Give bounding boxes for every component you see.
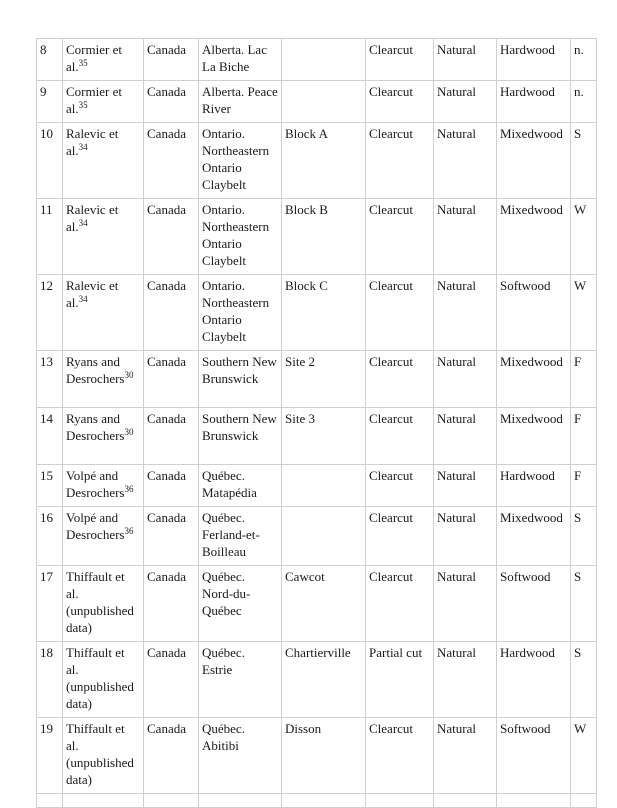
reference-citation: 35 — [78, 58, 88, 68]
cell-location: Ontario. Northeastern Ontario Claybelt — [199, 275, 282, 351]
cell-study-number: 9 — [37, 81, 63, 123]
cell-empty — [366, 794, 434, 808]
cell-country: Canada — [144, 275, 199, 351]
reference-text: Volpé and Desrochers — [66, 468, 125, 500]
reference-citation: 36 — [124, 526, 134, 536]
cell-regeneration: Natural — [434, 351, 497, 408]
cell-harvest: Clearcut — [366, 507, 434, 566]
cell-country: Canada — [144, 718, 199, 794]
cell-site — [282, 507, 366, 566]
cell-empty — [144, 794, 199, 808]
reference-citation: 30 — [124, 427, 134, 437]
cell-forest-type: Softwood — [497, 566, 571, 642]
cell-forest-type: Hardwood — [497, 642, 571, 718]
table-row — [37, 566, 597, 642]
cell-country: Canada — [144, 123, 199, 199]
cell-forest-type: Mixedwood — [497, 507, 571, 566]
cell-location: Alberta. Lac La Biche — [199, 39, 282, 81]
reference-text: Thiffault et al. (unpublished data) — [66, 569, 134, 635]
cell-empty — [37, 794, 63, 808]
cell-harvest: Partial cut — [366, 642, 434, 718]
reference-citation: 36 — [124, 484, 134, 494]
reference-citation: 34 — [78, 294, 88, 304]
cell-reference — [63, 507, 144, 566]
cell-regeneration: Natural — [434, 718, 497, 794]
cell-location: Ontario. Northeastern Ontario Claybelt — [199, 199, 282, 275]
cell-forest-type: Hardwood — [497, 39, 571, 81]
table-row — [37, 199, 597, 275]
cell-regeneration: Natural — [434, 507, 497, 566]
cell-regeneration: Natural — [434, 199, 497, 275]
cell-study-number: 14 — [37, 408, 63, 465]
cell-location: Québec. Matapédia — [199, 465, 282, 507]
cell-location: Québec. Ferland-et-Boilleau — [199, 507, 282, 566]
cell-harvest: Clearcut — [366, 408, 434, 465]
cell-study-number: 12 — [37, 275, 63, 351]
cell-harvest: Clearcut — [366, 81, 434, 123]
cell-reference — [63, 81, 144, 123]
cell-reference — [63, 718, 144, 794]
cell-study-number: 19 — [37, 718, 63, 794]
cell-truncated: F — [571, 465, 597, 507]
cell-forest-type: Mixedwood — [497, 408, 571, 465]
cell-truncated: S — [571, 123, 597, 199]
reference-text: Ralevic et al. — [66, 202, 119, 234]
cell-reference — [63, 275, 144, 351]
reference-text: Thiffault et al. (unpublished data) — [66, 645, 134, 711]
cell-harvest: Clearcut — [366, 566, 434, 642]
cell-location: Québec. Estrie — [199, 642, 282, 718]
reference-text: Cormier et al. — [66, 42, 122, 74]
cell-harvest: Clearcut — [366, 465, 434, 507]
cell-regeneration: Natural — [434, 81, 497, 123]
table-row — [37, 81, 597, 123]
cell-country: Canada — [144, 566, 199, 642]
cell-study-number: 18 — [37, 642, 63, 718]
table-viewport — [36, 38, 587, 787]
cell-regeneration: Natural — [434, 566, 497, 642]
cell-forest-type: Mixedwood — [497, 123, 571, 199]
cell-forest-type: Softwood — [497, 275, 571, 351]
cell-harvest: Clearcut — [366, 351, 434, 408]
cell-location: Québec. Nord-du-Québec — [199, 566, 282, 642]
cell-empty — [199, 794, 282, 808]
cell-empty — [497, 794, 571, 808]
cell-country: Canada — [144, 408, 199, 465]
cell-reference — [63, 642, 144, 718]
cell-site: Disson — [282, 718, 366, 794]
cell-harvest: Clearcut — [366, 123, 434, 199]
cell-truncated: S — [571, 566, 597, 642]
cell-study-number: 13 — [37, 351, 63, 408]
cell-country: Canada — [144, 351, 199, 408]
cell-country: Canada — [144, 81, 199, 123]
table-row — [37, 123, 597, 199]
cell-location: Ontario. Northeastern Ontario Claybelt — [199, 123, 282, 199]
table-row — [37, 642, 597, 718]
cell-harvest: Clearcut — [366, 718, 434, 794]
cell-site — [282, 465, 366, 507]
table-row — [37, 39, 597, 81]
reference-text: Ralevic et al. — [66, 278, 119, 310]
table-row — [37, 275, 597, 351]
cell-site: Block A — [282, 123, 366, 199]
cell-site: Site 3 — [282, 408, 366, 465]
cell-truncated: n. — [571, 39, 597, 81]
cell-forest-type: Softwood — [497, 718, 571, 794]
cell-location: Alberta. Peace River — [199, 81, 282, 123]
table-row — [37, 465, 597, 507]
cell-country: Canada — [144, 642, 199, 718]
cell-empty — [571, 794, 597, 808]
table-row-continuation — [37, 794, 597, 808]
cell-study-number: 11 — [37, 199, 63, 275]
reference-citation: 30 — [124, 370, 134, 380]
reference-text: Volpé and Desrochers — [66, 510, 125, 542]
table-row — [37, 351, 597, 408]
table-row — [37, 408, 597, 465]
cell-empty — [63, 794, 144, 808]
cell-study-number: 10 — [37, 123, 63, 199]
reference-citation: 35 — [78, 100, 88, 110]
cell-location: Southern New Brunswick — [199, 408, 282, 465]
cell-regeneration: Natural — [434, 465, 497, 507]
cell-site — [282, 39, 366, 81]
data-table — [36, 38, 597, 808]
reference-citation: 34 — [78, 142, 88, 152]
cell-truncated: W — [571, 275, 597, 351]
table-row — [37, 507, 597, 566]
reference-text: Thiffault et al. (unpublished data) — [66, 721, 134, 787]
reference-citation: 34 — [78, 218, 88, 228]
cell-forest-type: Hardwood — [497, 465, 571, 507]
cell-forest-type: Mixedwood — [497, 199, 571, 275]
cell-regeneration: Natural — [434, 123, 497, 199]
cell-country: Canada — [144, 507, 199, 566]
cell-study-number: 17 — [37, 566, 63, 642]
cell-country: Canada — [144, 39, 199, 81]
cell-site: Block B — [282, 199, 366, 275]
cell-reference — [63, 408, 144, 465]
cell-regeneration: Natural — [434, 275, 497, 351]
cell-empty — [434, 794, 497, 808]
cell-country: Canada — [144, 199, 199, 275]
cell-location: Québec. Abitibi — [199, 718, 282, 794]
cell-truncated: n. — [571, 81, 597, 123]
cell-truncated: W — [571, 199, 597, 275]
cell-regeneration: Natural — [434, 39, 497, 81]
cell-regeneration: Natural — [434, 642, 497, 718]
cell-regeneration: Natural — [434, 408, 497, 465]
cell-reference — [63, 351, 144, 408]
cell-truncated: F — [571, 408, 597, 465]
cell-site — [282, 81, 366, 123]
cell-site: Site 2 — [282, 351, 366, 408]
cell-study-number: 16 — [37, 507, 63, 566]
cell-site: Block C — [282, 275, 366, 351]
cell-harvest: Clearcut — [366, 275, 434, 351]
reference-text: Ralevic et al. — [66, 126, 119, 158]
cell-site: Cawcot — [282, 566, 366, 642]
cell-forest-type: Mixedwood — [497, 351, 571, 408]
cell-harvest: Clearcut — [366, 199, 434, 275]
cell-country: Canada — [144, 465, 199, 507]
cell-reference — [63, 39, 144, 81]
cell-site: Chartierville — [282, 642, 366, 718]
table-row — [37, 718, 597, 794]
cell-reference — [63, 123, 144, 199]
reference-text: Ryans and Desrochers — [66, 354, 125, 386]
cell-reference — [63, 465, 144, 507]
cell-study-number: 15 — [37, 465, 63, 507]
cell-forest-type: Hardwood — [497, 81, 571, 123]
cell-truncated: S — [571, 507, 597, 566]
cell-truncated: S — [571, 642, 597, 718]
cell-reference — [63, 566, 144, 642]
cell-empty — [282, 794, 366, 808]
cell-study-number: 8 — [37, 39, 63, 81]
cell-harvest: Clearcut — [366, 39, 434, 81]
reference-text: Ryans and Desrochers — [66, 411, 125, 443]
reference-text: Cormier et al. — [66, 84, 122, 116]
cell-truncated: W — [571, 718, 597, 794]
cell-reference — [63, 199, 144, 275]
cell-truncated: F — [571, 351, 597, 408]
cell-location: Southern New Brunswick — [199, 351, 282, 408]
